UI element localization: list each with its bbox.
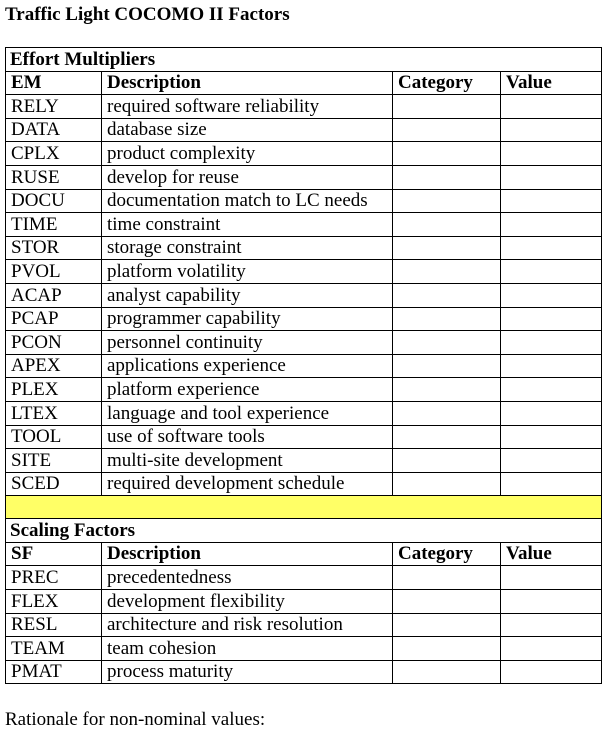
value-cell[interactable] (501, 118, 602, 142)
table-row (6, 95, 602, 119)
category-cell[interactable] (393, 189, 501, 213)
page-title: Traffic Light COCOMO II Factors (5, 4, 290, 25)
factor-description: development flexibility (102, 590, 393, 614)
factor-code: LTEX (6, 401, 102, 425)
value-cell[interactable] (501, 613, 602, 637)
factor-description: documentation match to LC needs (102, 189, 393, 213)
section-row-effort-multipliers (6, 48, 602, 72)
table-row (6, 354, 602, 378)
category-cell[interactable] (393, 378, 501, 402)
category-cell[interactable] (393, 472, 501, 496)
factor-description: required development schedule (102, 472, 393, 496)
factor-description: precedentedness (102, 566, 393, 590)
value-cell[interactable] (501, 425, 602, 449)
category-cell[interactable] (393, 401, 501, 425)
factor-code: PVOL (6, 260, 102, 284)
table-row (6, 660, 602, 684)
category-cell[interactable] (393, 213, 501, 237)
factor-code: PREC (6, 566, 102, 590)
factor-code: RELY (6, 95, 102, 119)
column-header-description: Description (102, 542, 393, 566)
value-cell[interactable] (501, 283, 602, 307)
section-label-effort-multipliers: Effort Multipliers (6, 48, 602, 72)
table-row (6, 283, 602, 307)
value-cell[interactable] (501, 236, 602, 260)
column-header-value: Value (501, 542, 602, 566)
factor-code: RUSE (6, 165, 102, 189)
factor-description: multi-site development (102, 449, 393, 473)
category-cell[interactable] (393, 95, 501, 119)
header-row-scaling-factors (6, 542, 602, 566)
factor-description: applications experience (102, 354, 393, 378)
value-cell[interactable] (501, 142, 602, 166)
column-header-code: EM (6, 71, 102, 95)
column-header-category: Category (393, 71, 501, 95)
value-cell[interactable] (501, 637, 602, 661)
section-label-scaling-factors: Scaling Factors (6, 519, 602, 543)
factor-code: RESL (6, 613, 102, 637)
value-cell[interactable] (501, 189, 602, 213)
category-cell[interactable] (393, 613, 501, 637)
factor-code: DATA (6, 118, 102, 142)
value-cell[interactable] (501, 590, 602, 614)
table-row (6, 449, 602, 473)
table-row (6, 401, 602, 425)
factor-code: CPLX (6, 142, 102, 166)
separator-cell (6, 496, 602, 519)
table-row (6, 260, 602, 284)
header-row-effort-multipliers (6, 71, 602, 95)
section-row-scaling-factors (6, 519, 602, 543)
table-row (6, 613, 602, 637)
factor-description: process maturity (102, 660, 393, 684)
factor-code: ACAP (6, 283, 102, 307)
column-header-description: Description (102, 71, 393, 95)
table-row (6, 566, 602, 590)
value-cell[interactable] (501, 95, 602, 119)
value-cell[interactable] (501, 354, 602, 378)
category-cell[interactable] (393, 449, 501, 473)
category-cell[interactable] (393, 590, 501, 614)
factor-code: DOCU (6, 189, 102, 213)
table-row (6, 472, 602, 496)
rationale-label: Rationale for non-nominal values: (5, 709, 266, 730)
category-cell[interactable] (393, 307, 501, 331)
category-cell[interactable] (393, 425, 501, 449)
table-row (6, 142, 602, 166)
factor-description: programmer capability (102, 307, 393, 331)
category-cell[interactable] (393, 260, 501, 284)
factor-description: database size (102, 118, 393, 142)
factor-description: architecture and risk resolution (102, 613, 393, 637)
value-cell[interactable] (501, 213, 602, 237)
factor-code: SCED (6, 472, 102, 496)
factor-description: use of software tools (102, 425, 393, 449)
separator-row (6, 496, 602, 519)
table-row (6, 637, 602, 661)
factor-description: required software reliability (102, 95, 393, 119)
cocomo-factors-table (5, 47, 602, 684)
column-header-category: Category (393, 542, 501, 566)
factor-description: personnel continuity (102, 331, 393, 355)
table-row (6, 236, 602, 260)
factor-description: product complexity (102, 142, 393, 166)
factor-description: language and tool experience (102, 401, 393, 425)
value-cell[interactable] (501, 660, 602, 684)
table-row (6, 378, 602, 402)
category-cell[interactable] (393, 142, 501, 166)
factor-code: FLEX (6, 590, 102, 614)
factor-code: TIME (6, 213, 102, 237)
category-cell[interactable] (393, 236, 501, 260)
column-header-value: Value (501, 71, 602, 95)
factor-code: SITE (6, 449, 102, 473)
factor-code: STOR (6, 236, 102, 260)
factor-code: TEAM (6, 637, 102, 661)
table-row (6, 307, 602, 331)
factor-code: APEX (6, 354, 102, 378)
factor-description: analyst capability (102, 283, 393, 307)
factor-code: PCON (6, 331, 102, 355)
factor-code: PMAT (6, 660, 102, 684)
category-cell[interactable] (393, 331, 501, 355)
factor-code: TOOL (6, 425, 102, 449)
table-row (6, 590, 602, 614)
category-cell[interactable] (393, 165, 501, 189)
table-row (6, 213, 602, 237)
table-row (6, 425, 602, 449)
category-cell[interactable] (393, 283, 501, 307)
factor-code: PLEX (6, 378, 102, 402)
value-cell[interactable] (501, 331, 602, 355)
factor-description: time constraint (102, 213, 393, 237)
table-row (6, 118, 602, 142)
category-cell[interactable] (393, 637, 501, 661)
value-cell[interactable] (501, 165, 602, 189)
value-cell[interactable] (501, 260, 602, 284)
value-cell[interactable] (501, 566, 602, 590)
factor-description: storage constraint (102, 236, 393, 260)
category-cell[interactable] (393, 354, 501, 378)
value-cell[interactable] (501, 307, 602, 331)
value-cell[interactable] (501, 401, 602, 425)
table-row (6, 331, 602, 355)
category-cell[interactable] (393, 660, 501, 684)
factor-description: team cohesion (102, 637, 393, 661)
category-cell[interactable] (393, 566, 501, 590)
factor-code: PCAP (6, 307, 102, 331)
table-row (6, 189, 602, 213)
factor-description: platform experience (102, 378, 393, 402)
table-row (6, 165, 602, 189)
factor-description: develop for reuse (102, 165, 393, 189)
value-cell[interactable] (501, 449, 602, 473)
column-header-code: SF (6, 542, 102, 566)
value-cell[interactable] (501, 472, 602, 496)
factor-description: platform volatility (102, 260, 393, 284)
value-cell[interactable] (501, 378, 602, 402)
category-cell[interactable] (393, 118, 501, 142)
